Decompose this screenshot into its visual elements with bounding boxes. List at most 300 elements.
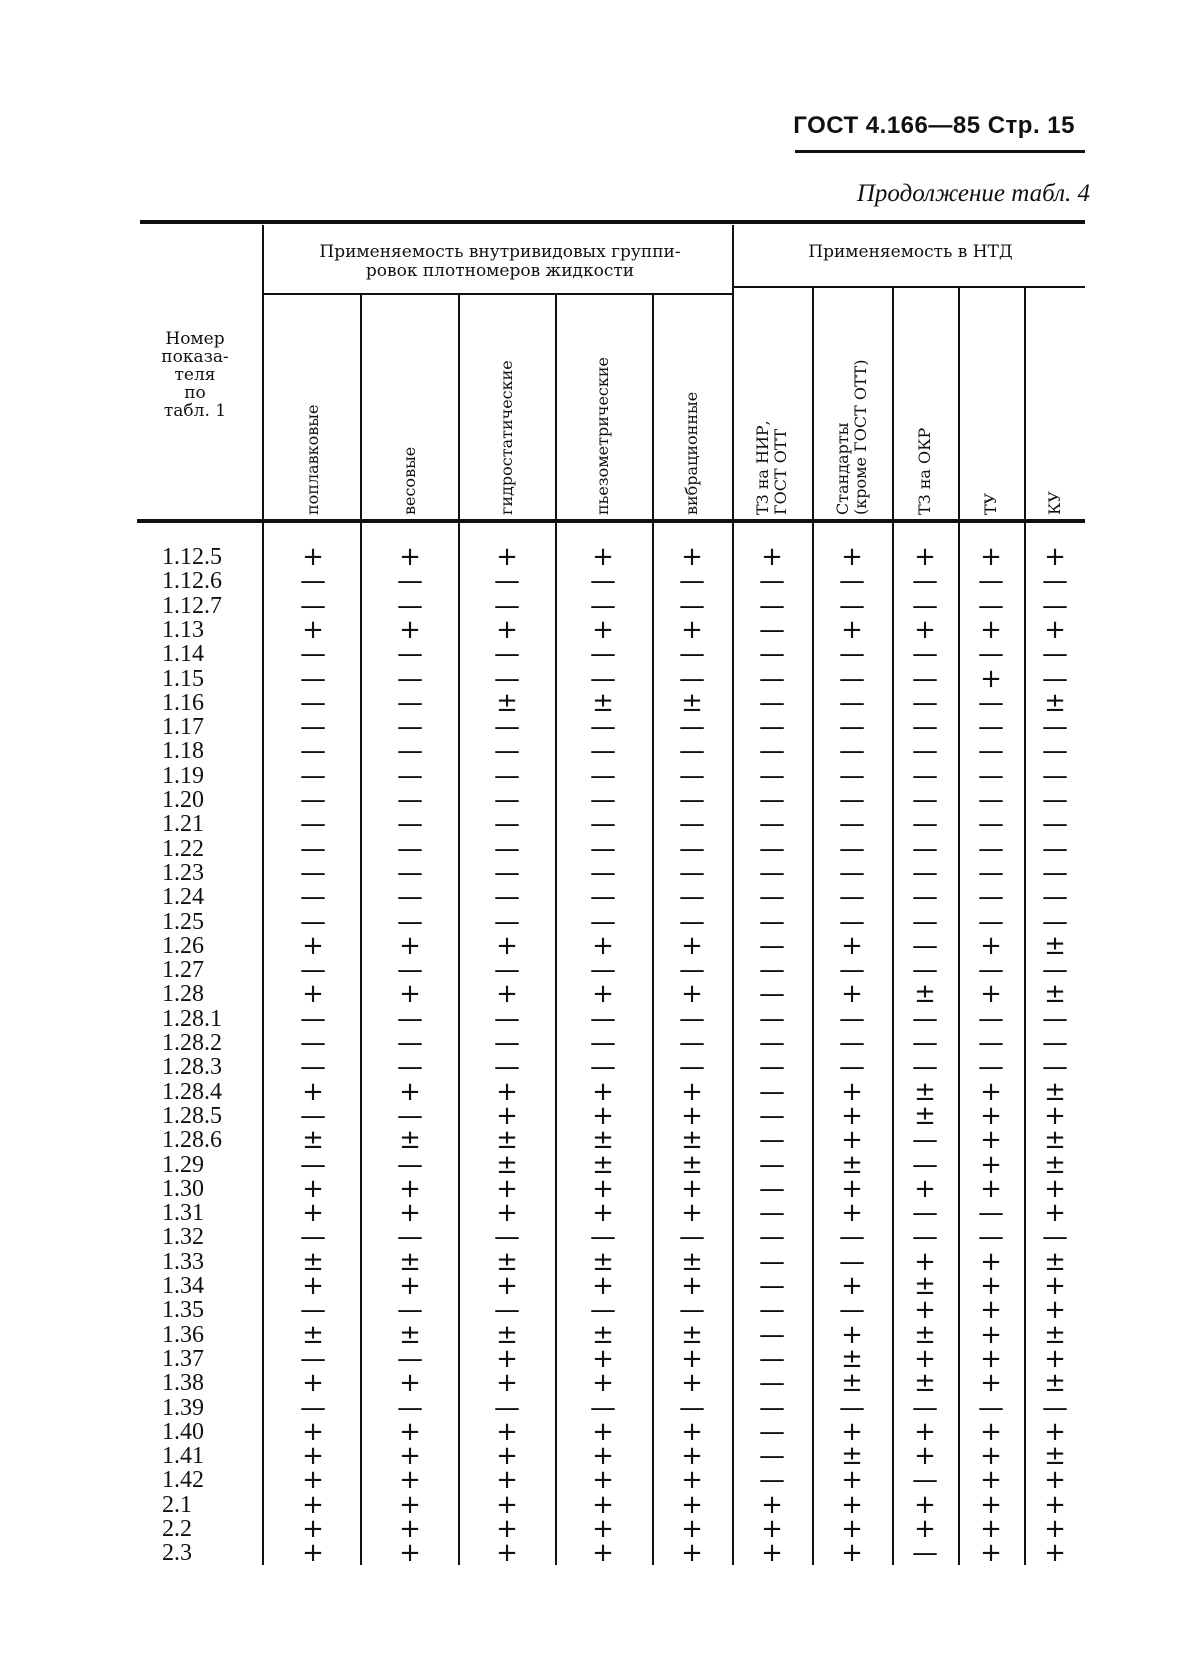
column-divider [360, 295, 362, 1565]
plus-mark: + [496, 1416, 518, 1447]
dash-mark: — [300, 1149, 326, 1180]
dash-mark: — [590, 566, 616, 597]
column-header [1046, 300, 1064, 515]
row-number: 2.2 [162, 1516, 192, 1542]
plus-mark: + [914, 1343, 936, 1374]
dash-mark: — [839, 1392, 865, 1423]
dash-mark: — [679, 955, 705, 986]
plus-minus-mark: ± [681, 1246, 703, 1277]
plus-mark: + [1044, 1271, 1066, 1301]
dash-mark: — [839, 760, 865, 791]
plus-mark: + [592, 1489, 614, 1520]
plus-mark: + [980, 1538, 1002, 1569]
plus-mark: + [302, 1514, 324, 1544]
dash-mark: — [759, 1052, 785, 1083]
plus-mark: + [592, 1173, 614, 1204]
column-header-label [304, 404, 322, 515]
dash-mark: — [839, 809, 865, 840]
dash-mark: — [912, 906, 938, 937]
plus-mark: + [302, 1416, 324, 1447]
dash-mark: — [978, 590, 1004, 621]
dash-mark: — [494, 1003, 520, 1034]
plus-mark: + [496, 1343, 518, 1374]
dash-mark: — [912, 930, 938, 961]
dash-mark: — [759, 566, 785, 597]
plus-mark: + [592, 930, 614, 961]
column-header-line: (кроме ГОСТ ОТТ) [851, 359, 870, 515]
plus-mark: + [302, 1076, 324, 1107]
plus-mark: + [980, 1246, 1002, 1277]
plus-mark: + [302, 614, 324, 645]
dash-mark: — [590, 1003, 616, 1034]
column-header-label [916, 428, 934, 515]
dash-mark: — [759, 1028, 785, 1058]
dash-mark: — [300, 687, 326, 718]
row-number: 1.15 [162, 665, 204, 692]
dash-mark: — [590, 663, 616, 694]
plus-mark: + [302, 979, 324, 1010]
dash-mark: — [590, 785, 616, 815]
row-number: 1.28.1 [162, 1005, 222, 1032]
plus-mark: + [841, 542, 863, 572]
dash-mark: — [759, 1100, 785, 1131]
row-number: 1.12.5 [162, 544, 222, 570]
plus-mark: + [681, 1465, 703, 1496]
dash-mark: — [397, 1052, 423, 1083]
dash-mark: — [494, 1295, 520, 1326]
dash-mark: — [839, 712, 865, 743]
dash-mark: — [397, 882, 423, 913]
dash-mark: — [759, 663, 785, 694]
row-number: 2.1 [162, 1491, 192, 1518]
plus-mark: + [980, 930, 1002, 961]
plus-mark: + [302, 930, 324, 961]
group1-underline [262, 293, 732, 295]
continuation-label: Продолжение табл. 4 [856, 180, 1090, 207]
page-header: ГОСТ 4.166—85 Стр. 15 [793, 112, 1075, 139]
dash-mark: — [679, 1222, 705, 1253]
column-header [982, 300, 1000, 515]
row-number: 1.25 [162, 908, 204, 935]
plus-mark: + [1044, 1416, 1066, 1447]
dash-mark: — [912, 566, 938, 597]
plus-mark: + [681, 930, 703, 961]
dash-mark: — [759, 590, 785, 621]
dash-mark: — [300, 566, 326, 597]
plus-mark: + [681, 1076, 703, 1107]
plus-mark: + [980, 1100, 1002, 1131]
dash-mark: — [978, 809, 1004, 840]
plus-mark: + [681, 1173, 703, 1204]
plus-mark: + [302, 1198, 324, 1229]
dash-mark: — [759, 809, 785, 840]
plus-minus-mark: ± [496, 1246, 518, 1277]
dash-mark: — [300, 590, 326, 621]
dash-mark: — [759, 1343, 785, 1374]
row-number: 1.40 [162, 1418, 204, 1445]
group2-header-line: Применяемость в НТД [808, 242, 1013, 262]
stub-header-line: Номер [165, 329, 225, 349]
plus-minus-mark: ± [1044, 687, 1066, 718]
stub-header [140, 330, 250, 420]
dash-mark: — [839, 1003, 865, 1034]
row-number: 1.24 [162, 884, 204, 911]
column-header-line: ТЗ на НИР, [753, 420, 772, 515]
dash-mark: — [590, 906, 616, 937]
plus-minus-mark: ± [496, 1125, 518, 1156]
column-header-label [834, 359, 870, 515]
dash-mark: — [397, 1100, 423, 1131]
plus-mark: + [841, 1538, 863, 1569]
plus-mark: + [302, 542, 324, 572]
dash-mark: — [912, 882, 938, 913]
dash-mark: — [978, 712, 1004, 743]
dash-mark: — [1042, 785, 1068, 815]
dash-mark: — [759, 760, 785, 791]
dash-mark: — [590, 1392, 616, 1423]
header-bottom-rule [137, 519, 1085, 523]
plus-mark: + [1044, 542, 1066, 572]
plus-mark: + [681, 1538, 703, 1569]
dash-mark: — [679, 1052, 705, 1083]
plus-mark: + [399, 1489, 421, 1520]
plus-mark: + [399, 1198, 421, 1229]
dash-mark: — [978, 1392, 1004, 1423]
dash-mark: — [759, 1465, 785, 1496]
plus-mark: + [592, 1514, 614, 1544]
dash-mark: — [397, 712, 423, 743]
plus-mark: + [399, 1173, 421, 1204]
column-header-label [594, 357, 612, 515]
column-header-label [683, 392, 701, 515]
plus-minus-mark: ± [681, 687, 703, 718]
plus-minus-mark: ± [399, 1246, 421, 1277]
dash-mark: — [300, 1222, 326, 1253]
plus-mark: + [302, 1173, 324, 1204]
plus-minus-mark: ± [681, 1149, 703, 1180]
plus-mark: + [681, 1514, 703, 1544]
row-number: 1.16 [162, 689, 204, 716]
column-header [594, 300, 612, 515]
dash-mark: — [494, 736, 520, 767]
plus-mark: + [399, 542, 421, 572]
plus-mark: + [761, 1489, 783, 1520]
stub-header-line: показа- [161, 347, 229, 367]
column-header [834, 300, 870, 515]
plus-mark: + [841, 1198, 863, 1229]
dash-mark: — [839, 590, 865, 621]
group1-header-line: Применяемость внутривидовых группи- [319, 242, 681, 262]
plus-mark: + [980, 663, 1002, 694]
plus-mark: + [496, 930, 518, 961]
dash-mark: — [912, 687, 938, 718]
row-number: 1.12.7 [162, 592, 222, 619]
dash-mark: — [839, 639, 865, 670]
dash-mark: — [759, 1125, 785, 1156]
plus-minus-mark: ± [841, 1441, 863, 1472]
plus-mark: + [980, 1125, 1002, 1156]
row-number: 1.37 [162, 1345, 204, 1372]
dash-mark: — [300, 833, 326, 864]
dash-mark: — [1042, 833, 1068, 864]
dash-mark: — [839, 1028, 865, 1058]
column-divider [732, 225, 734, 1565]
plus-mark: + [1044, 1100, 1066, 1131]
column-header [683, 300, 701, 515]
dash-mark: — [839, 857, 865, 888]
column-header-line: ТУ [981, 492, 1000, 515]
plus-mark: + [1044, 614, 1066, 645]
dash-mark: — [759, 1246, 785, 1277]
dash-mark: — [759, 979, 785, 1010]
plus-mark: + [496, 979, 518, 1010]
dash-mark: — [839, 906, 865, 937]
plus-mark: + [1044, 1198, 1066, 1229]
table-top-rule [140, 220, 1085, 224]
plus-mark: + [592, 1416, 614, 1447]
dash-mark: — [679, 639, 705, 670]
dash-mark: — [1042, 760, 1068, 791]
dash-mark: — [494, 590, 520, 621]
plus-mark: + [496, 1271, 518, 1301]
plus-minus-mark: ± [841, 1368, 863, 1399]
dash-mark: — [494, 1052, 520, 1083]
plus-mark: + [980, 1149, 1002, 1180]
column-header-line: Стандарты [833, 422, 852, 515]
plus-mark: + [841, 614, 863, 645]
plus-mark: + [681, 614, 703, 645]
dash-mark: — [300, 1028, 326, 1058]
dash-mark: — [912, 1028, 938, 1058]
dash-mark: — [759, 1173, 785, 1204]
plus-mark: + [496, 1368, 518, 1399]
plus-mark: + [496, 1465, 518, 1496]
dash-mark: — [839, 566, 865, 597]
dash-mark: — [912, 809, 938, 840]
dash-mark: — [839, 1052, 865, 1083]
row-number: 1.28.3 [162, 1054, 222, 1081]
column-header [401, 300, 419, 515]
plus-mark: + [592, 1343, 614, 1374]
dash-mark: — [978, 955, 1004, 986]
dash-mark: — [1042, 955, 1068, 986]
plus-mark: + [761, 542, 783, 572]
dash-mark: — [912, 1538, 938, 1569]
dash-mark: — [590, 955, 616, 986]
plus-mark: + [980, 1173, 1002, 1204]
plus-mark: + [1044, 1489, 1066, 1520]
dash-mark: — [494, 1222, 520, 1253]
column-header [304, 300, 322, 515]
plus-minus-mark: ± [681, 1319, 703, 1350]
dash-mark: — [759, 785, 785, 815]
dash-mark: — [912, 736, 938, 767]
plus-mark: + [302, 1465, 324, 1496]
dash-mark: — [679, 1028, 705, 1058]
plus-mark: + [914, 1441, 936, 1472]
dash-mark: — [978, 857, 1004, 888]
plus-mark: + [841, 1416, 863, 1447]
column-divider [812, 288, 814, 1565]
plus-mark: + [592, 979, 614, 1010]
dash-mark: — [759, 1441, 785, 1472]
plus-mark: + [1044, 1173, 1066, 1204]
plus-mark: + [841, 1100, 863, 1131]
dash-mark: — [759, 1003, 785, 1034]
stub-header-line: теля [174, 365, 216, 385]
dash-mark: — [978, 760, 1004, 791]
dash-mark: — [494, 566, 520, 597]
plus-mark: + [980, 979, 1002, 1010]
dash-mark: — [397, 663, 423, 694]
plus-minus-mark: ± [1044, 1149, 1066, 1180]
dash-mark: — [978, 1003, 1004, 1034]
dash-mark: — [912, 1392, 938, 1423]
plus-mark: + [496, 1173, 518, 1204]
column-header-label [754, 420, 790, 515]
plus-minus-mark: ± [1044, 1368, 1066, 1399]
group1-header-line: ровок плотномеров жидкости [365, 261, 635, 281]
plus-mark: + [681, 1100, 703, 1131]
plus-mark: + [302, 1538, 324, 1569]
dash-mark: — [912, 1052, 938, 1083]
dash-mark: — [978, 566, 1004, 597]
dash-mark: — [759, 1319, 785, 1350]
plus-mark: + [399, 1076, 421, 1107]
dash-mark: — [759, 1222, 785, 1253]
plus-mark: + [1044, 1295, 1066, 1326]
plus-mark: + [592, 1076, 614, 1107]
column-divider [958, 288, 960, 1565]
dash-mark: — [759, 1198, 785, 1229]
plus-mark: + [496, 1100, 518, 1131]
dash-mark: — [590, 590, 616, 621]
dash-mark: — [1042, 906, 1068, 937]
dash-mark: — [978, 785, 1004, 815]
plus-mark: + [496, 1441, 518, 1472]
dash-mark: — [679, 760, 705, 791]
row-number: 1.22 [162, 835, 204, 862]
row-number: 1.13 [162, 616, 204, 643]
plus-mark: + [681, 1441, 703, 1472]
plus-mark: + [980, 1514, 1002, 1544]
dash-mark: — [300, 955, 326, 986]
dash-mark: — [494, 1392, 520, 1423]
row-number: 1.32 [162, 1224, 204, 1251]
dash-mark: — [1042, 590, 1068, 621]
row-number: 1.21 [162, 811, 204, 838]
plus-minus-mark: ± [914, 1319, 936, 1350]
dash-mark: — [397, 955, 423, 986]
dash-mark: — [397, 785, 423, 815]
plus-minus-mark: ± [399, 1319, 421, 1350]
dash-mark: — [759, 906, 785, 937]
column-header-label [982, 493, 1000, 515]
dash-mark: — [300, 809, 326, 840]
dash-mark: — [300, 906, 326, 937]
plus-minus-mark: ± [496, 1149, 518, 1180]
plus-minus-mark: ± [592, 1319, 614, 1350]
plus-mark: + [496, 1538, 518, 1569]
dash-mark: — [590, 1222, 616, 1253]
plus-mark: + [681, 1489, 703, 1520]
dash-mark: — [759, 639, 785, 670]
stub-header-line: табл. 1 [163, 401, 227, 421]
dash-mark: — [300, 760, 326, 791]
dash-mark: — [397, 1028, 423, 1058]
dash-mark: — [839, 882, 865, 913]
dash-mark: — [912, 857, 938, 888]
dash-mark: — [679, 566, 705, 597]
dash-mark: — [912, 712, 938, 743]
plus-mark: + [980, 1295, 1002, 1326]
dash-mark: — [397, 809, 423, 840]
column-divider [892, 288, 894, 1565]
dash-mark: — [590, 857, 616, 888]
dash-mark: — [679, 590, 705, 621]
row-number: 1.27 [162, 957, 204, 984]
row-number: 1.18 [162, 738, 204, 765]
dash-mark: — [300, 1100, 326, 1131]
dash-mark: — [494, 809, 520, 840]
row-number: 1.33 [162, 1248, 204, 1275]
plus-mark: + [592, 1100, 614, 1131]
row-number: 2.3 [162, 1540, 192, 1567]
plus-mark: + [496, 542, 518, 572]
plus-mark: + [399, 1368, 421, 1399]
dash-mark: — [759, 736, 785, 767]
plus-mark: + [399, 614, 421, 645]
dash-mark: — [978, 639, 1004, 670]
dash-mark: — [300, 639, 326, 670]
dash-mark: — [679, 736, 705, 767]
plus-minus-mark: ± [302, 1246, 324, 1277]
plus-mark: + [681, 542, 703, 572]
plus-mark: + [302, 1271, 324, 1301]
plus-mark: + [302, 1489, 324, 1520]
plus-mark: + [980, 542, 1002, 572]
plus-mark: + [496, 1076, 518, 1107]
plus-minus-mark: ± [914, 1100, 936, 1131]
dash-mark: — [300, 785, 326, 815]
dash-mark: — [759, 1295, 785, 1326]
plus-mark: + [399, 1465, 421, 1496]
plus-minus-mark: ± [1044, 1246, 1066, 1277]
dash-mark: — [759, 1416, 785, 1447]
plus-minus-mark: ± [841, 1343, 863, 1374]
dash-mark: — [912, 1198, 938, 1229]
column-header [754, 300, 790, 515]
row-number: 1.28.5 [162, 1102, 222, 1129]
column-header-line: вибрационные [682, 391, 701, 515]
column-divider [458, 295, 460, 1565]
dash-mark: — [679, 712, 705, 743]
header-rule [795, 150, 1085, 153]
dash-mark: — [397, 1392, 423, 1423]
dash-mark: — [839, 687, 865, 718]
dash-mark: — [679, 906, 705, 937]
column-header-line: весовые [400, 446, 419, 515]
plus-mark: + [399, 1441, 421, 1472]
dash-mark: — [912, 639, 938, 670]
dash-mark: — [300, 712, 326, 743]
plus-mark: + [1044, 1514, 1066, 1544]
dash-mark: — [397, 1343, 423, 1374]
plus-minus-mark: ± [681, 1125, 703, 1156]
plus-mark: + [980, 1271, 1002, 1301]
plus-mark: + [592, 614, 614, 645]
plus-minus-mark: ± [841, 1149, 863, 1180]
